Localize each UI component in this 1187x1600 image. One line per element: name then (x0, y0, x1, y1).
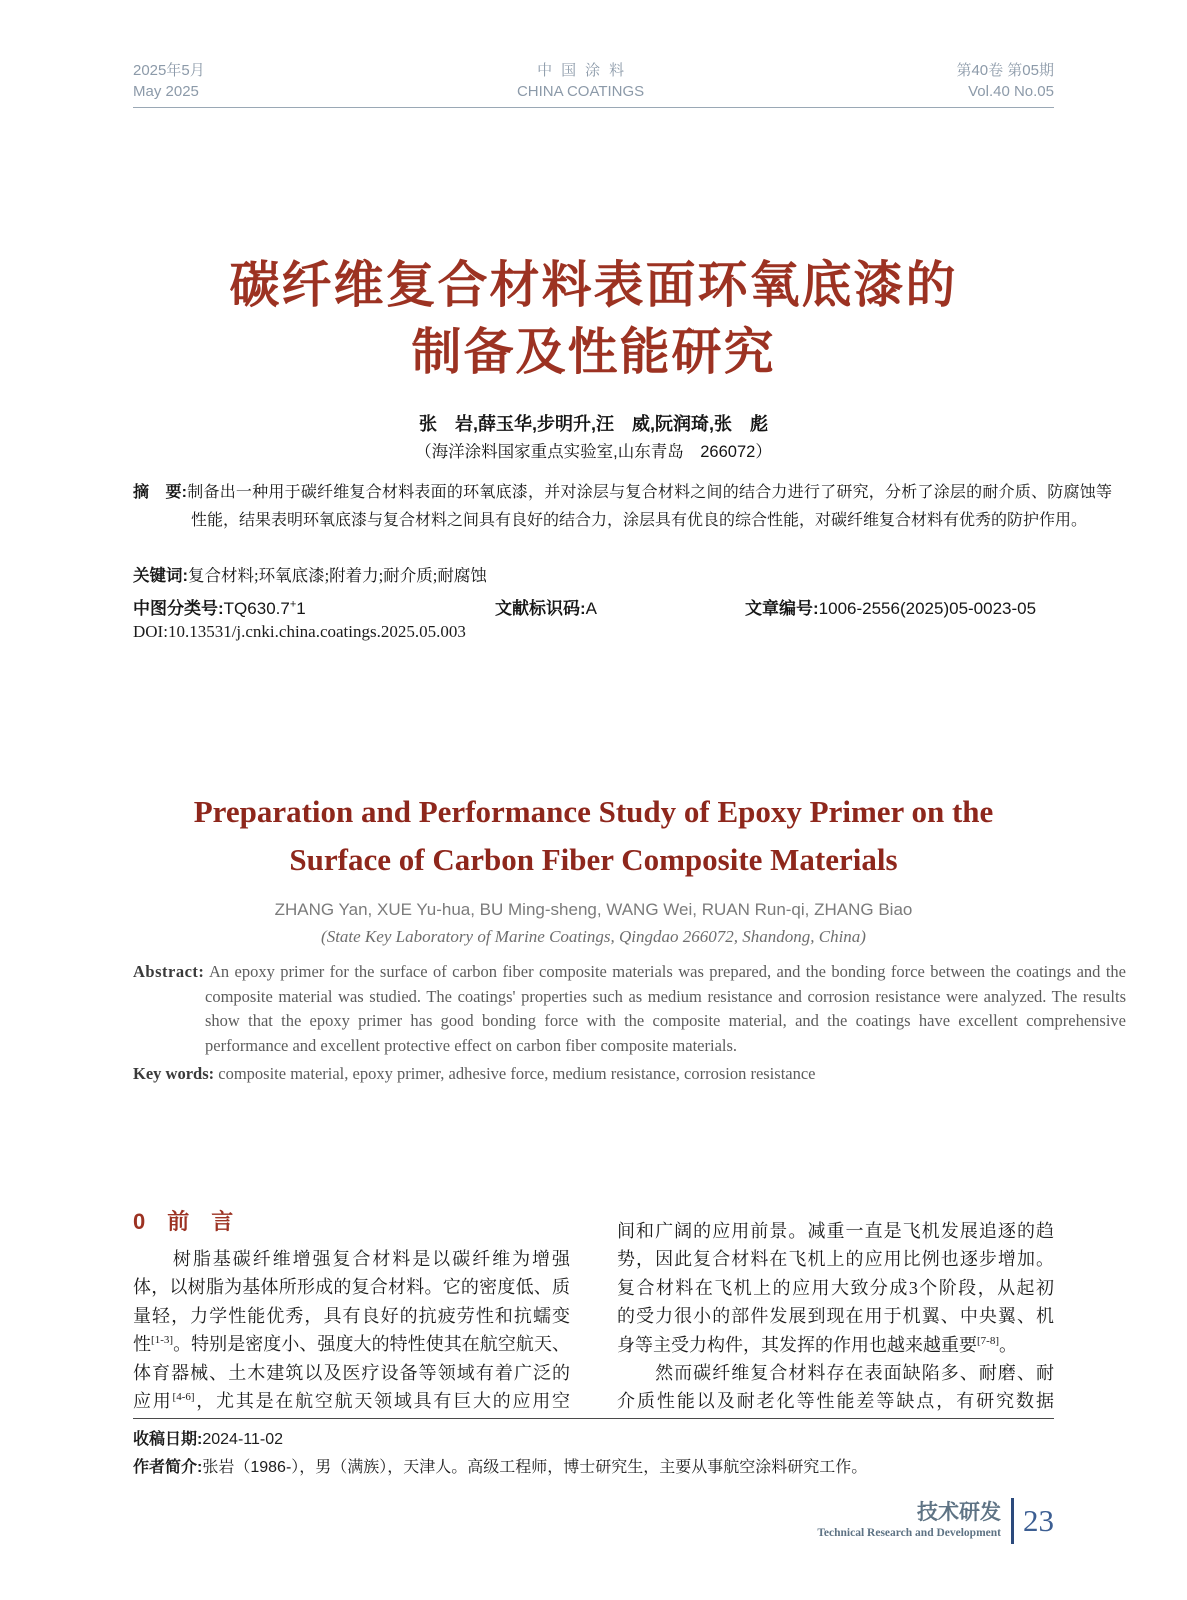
footnote (133, 1426, 1054, 1482)
keywords-label-en: Key words: (133, 1064, 215, 1083)
abstract-label-cn: 摘 要: (133, 484, 188, 501)
body-line: 应用[4-6]，尤其是在航空航天领域具有巨大的应用空 (133, 1390, 570, 1411)
page-number: 23 (1023, 1503, 1054, 1538)
article-number: 文章编号:1006-2556(2025)05-0023-05 (745, 599, 1037, 618)
page-footer (817, 1498, 1054, 1544)
body-line: 身等主受力构件，其发挥的作用也越来越重要[7-8]。 (617, 1334, 1017, 1355)
body-line: 性[1-3]。特别是密度小、强度大的特性使其在航空航天、 (133, 1334, 570, 1355)
issue-info-block (956, 60, 1054, 102)
body-line: 体，以树脂为基体所形成的复合材料。它的密度低、质 (133, 1277, 570, 1298)
authors-cn: 张 岩,薛玉华,步明升,汪 威,阮润琦,张 彪 (418, 414, 768, 434)
body-column-left (133, 1207, 570, 1415)
header-date-en: May 2025 (133, 83, 199, 100)
article-title-en-line1: Preparation and Performance Study of Epoxy Primer on the (193, 794, 994, 829)
abstract-en (133, 960, 1126, 1058)
keywords-label-cn: 关键词: (133, 567, 188, 585)
header-rule (133, 107, 1054, 108)
article-title-cn-line1: 碳纤维复合材料表面环氧底漆的 (229, 257, 958, 313)
keywords-cn (133, 562, 1054, 586)
author-bio: 作者简介:张岩（1986-），男（满族），天津人。高级工程师，博士研究生，主要从事航空涂料研究工作。 (133, 1459, 868, 1476)
journal-header (133, 60, 1054, 102)
abstract-body-en: An epoxy primer for the surface of carbon fiber composite materials was prepared, and the bonding force between the coatings and the composite material was studied. The coatings' properties such as medium resistance and corrosion resistance were analyzed. The results show that the epoxy primer has good bonding force with the composite material, and the coatings have excellent comprehensive performance and excellent protective effect on carbon fiber composite materials. (205, 962, 1127, 1055)
body-line: 量轻，力学性能优秀，具有良好的抗疲劳性和抗蠕变 (133, 1305, 570, 1326)
clc-number: 中图分类号:TQ630.7+1 (133, 598, 306, 618)
body-line: 间和广阔的应用前景。减重一直是飞机发展追逐的趋 (617, 1221, 1054, 1241)
meta-row (133, 594, 1054, 618)
article-title-cn (0, 252, 1187, 386)
body-line: 势，因此复合材料在飞机上的应用比例也逐步增加。 (617, 1249, 1054, 1270)
header-date-block (133, 60, 205, 102)
body-line: 复合材料在飞机上的应用大致分成3个阶段，从起初 (617, 1277, 1054, 1298)
authors-en: ZHANG Yan, XUE Yu-hua, BU Ming-sheng, WANG Wei, RUAN Run-qi, ZHANG Biao (274, 900, 913, 919)
journal-name-block (205, 60, 957, 102)
body-line: 体育器械、土木建筑以及医疗设备等领域有着广泛的 (133, 1362, 570, 1383)
journal-name-en: CHINA COATINGS (516, 83, 645, 100)
body-line: 树脂基碳纤维增强复合材料是以碳纤维为增强 (133, 1249, 570, 1269)
issue-info-cn: 第40卷 第05期 (956, 62, 1054, 79)
footnote-rule (133, 1418, 1054, 1419)
body-line: 的受力很小的部件发展到现在用于机翼、中央翼、机 (617, 1306, 1054, 1327)
body-line: 介质性能以及耐老化等性能差等缺点，有研究数据 (617, 1391, 1054, 1412)
abstract-text-cn: 制备出一种用于碳纤维复合材料表面的环氧底漆，并对涂层与复合材料之间的结合力进行了研究，分析了涂层的耐介质、防腐蚀等性能，结果表明环氧底漆与复合材料之间具有良好的结合力，涂层具有优良的综合性能，对碳纤维复合材料有优秀的防护作用。 (187, 484, 1112, 529)
affiliation-cn: （海洋涂料国家重点实验室,山东青岛 266072） (415, 443, 772, 461)
received-date: 收稿日期:2024-11-02 (133, 1431, 283, 1448)
article-title-en-line2: Surface of Carbon Fiber Composite Materials (289, 842, 898, 877)
issue-info-en: Vol.40 No.05 (968, 83, 1054, 100)
footer-section-label (817, 1501, 1001, 1541)
footer-divider-bar (1011, 1498, 1014, 1544)
body-column-right (617, 1217, 1054, 1416)
keywords-body-en: composite material, epoxy primer, adhesive force, medium resistance, corrosion resistance (218, 1064, 816, 1083)
keywords-en (133, 1064, 1054, 1084)
footer-section-en: Technical Research and Development (817, 1527, 1001, 1539)
abstract-cn (133, 479, 1112, 534)
article-title-en (0, 788, 1187, 884)
affiliation-en: (State Key Laboratory of Marine Coatings, Qingdao 266072, Shandong, China) (321, 927, 866, 946)
footer-section-cn: 技术研发 (917, 1501, 1001, 1524)
abstract-label-en: Abstract: (133, 962, 205, 981)
section-heading: 0 前 言 (133, 1209, 234, 1234)
header-date-cn: 2025年5月 (133, 62, 205, 79)
document-code: 文献标识码:A (495, 599, 598, 618)
doi-line: DOI:10.13531/j.cnki.china.coatings.2025.05.003 (133, 622, 466, 641)
article-title-cn-line2: 制备及性能研究 (411, 324, 776, 380)
keywords-text-cn: 复合材料;环氧底漆;附着力;耐介质;耐腐蚀 (188, 566, 487, 585)
journal-name-cn: 中国涂料 (537, 62, 634, 79)
body-line: 然而碳纤维复合材料存在表面缺陷多、耐磨、耐 (617, 1362, 1054, 1383)
